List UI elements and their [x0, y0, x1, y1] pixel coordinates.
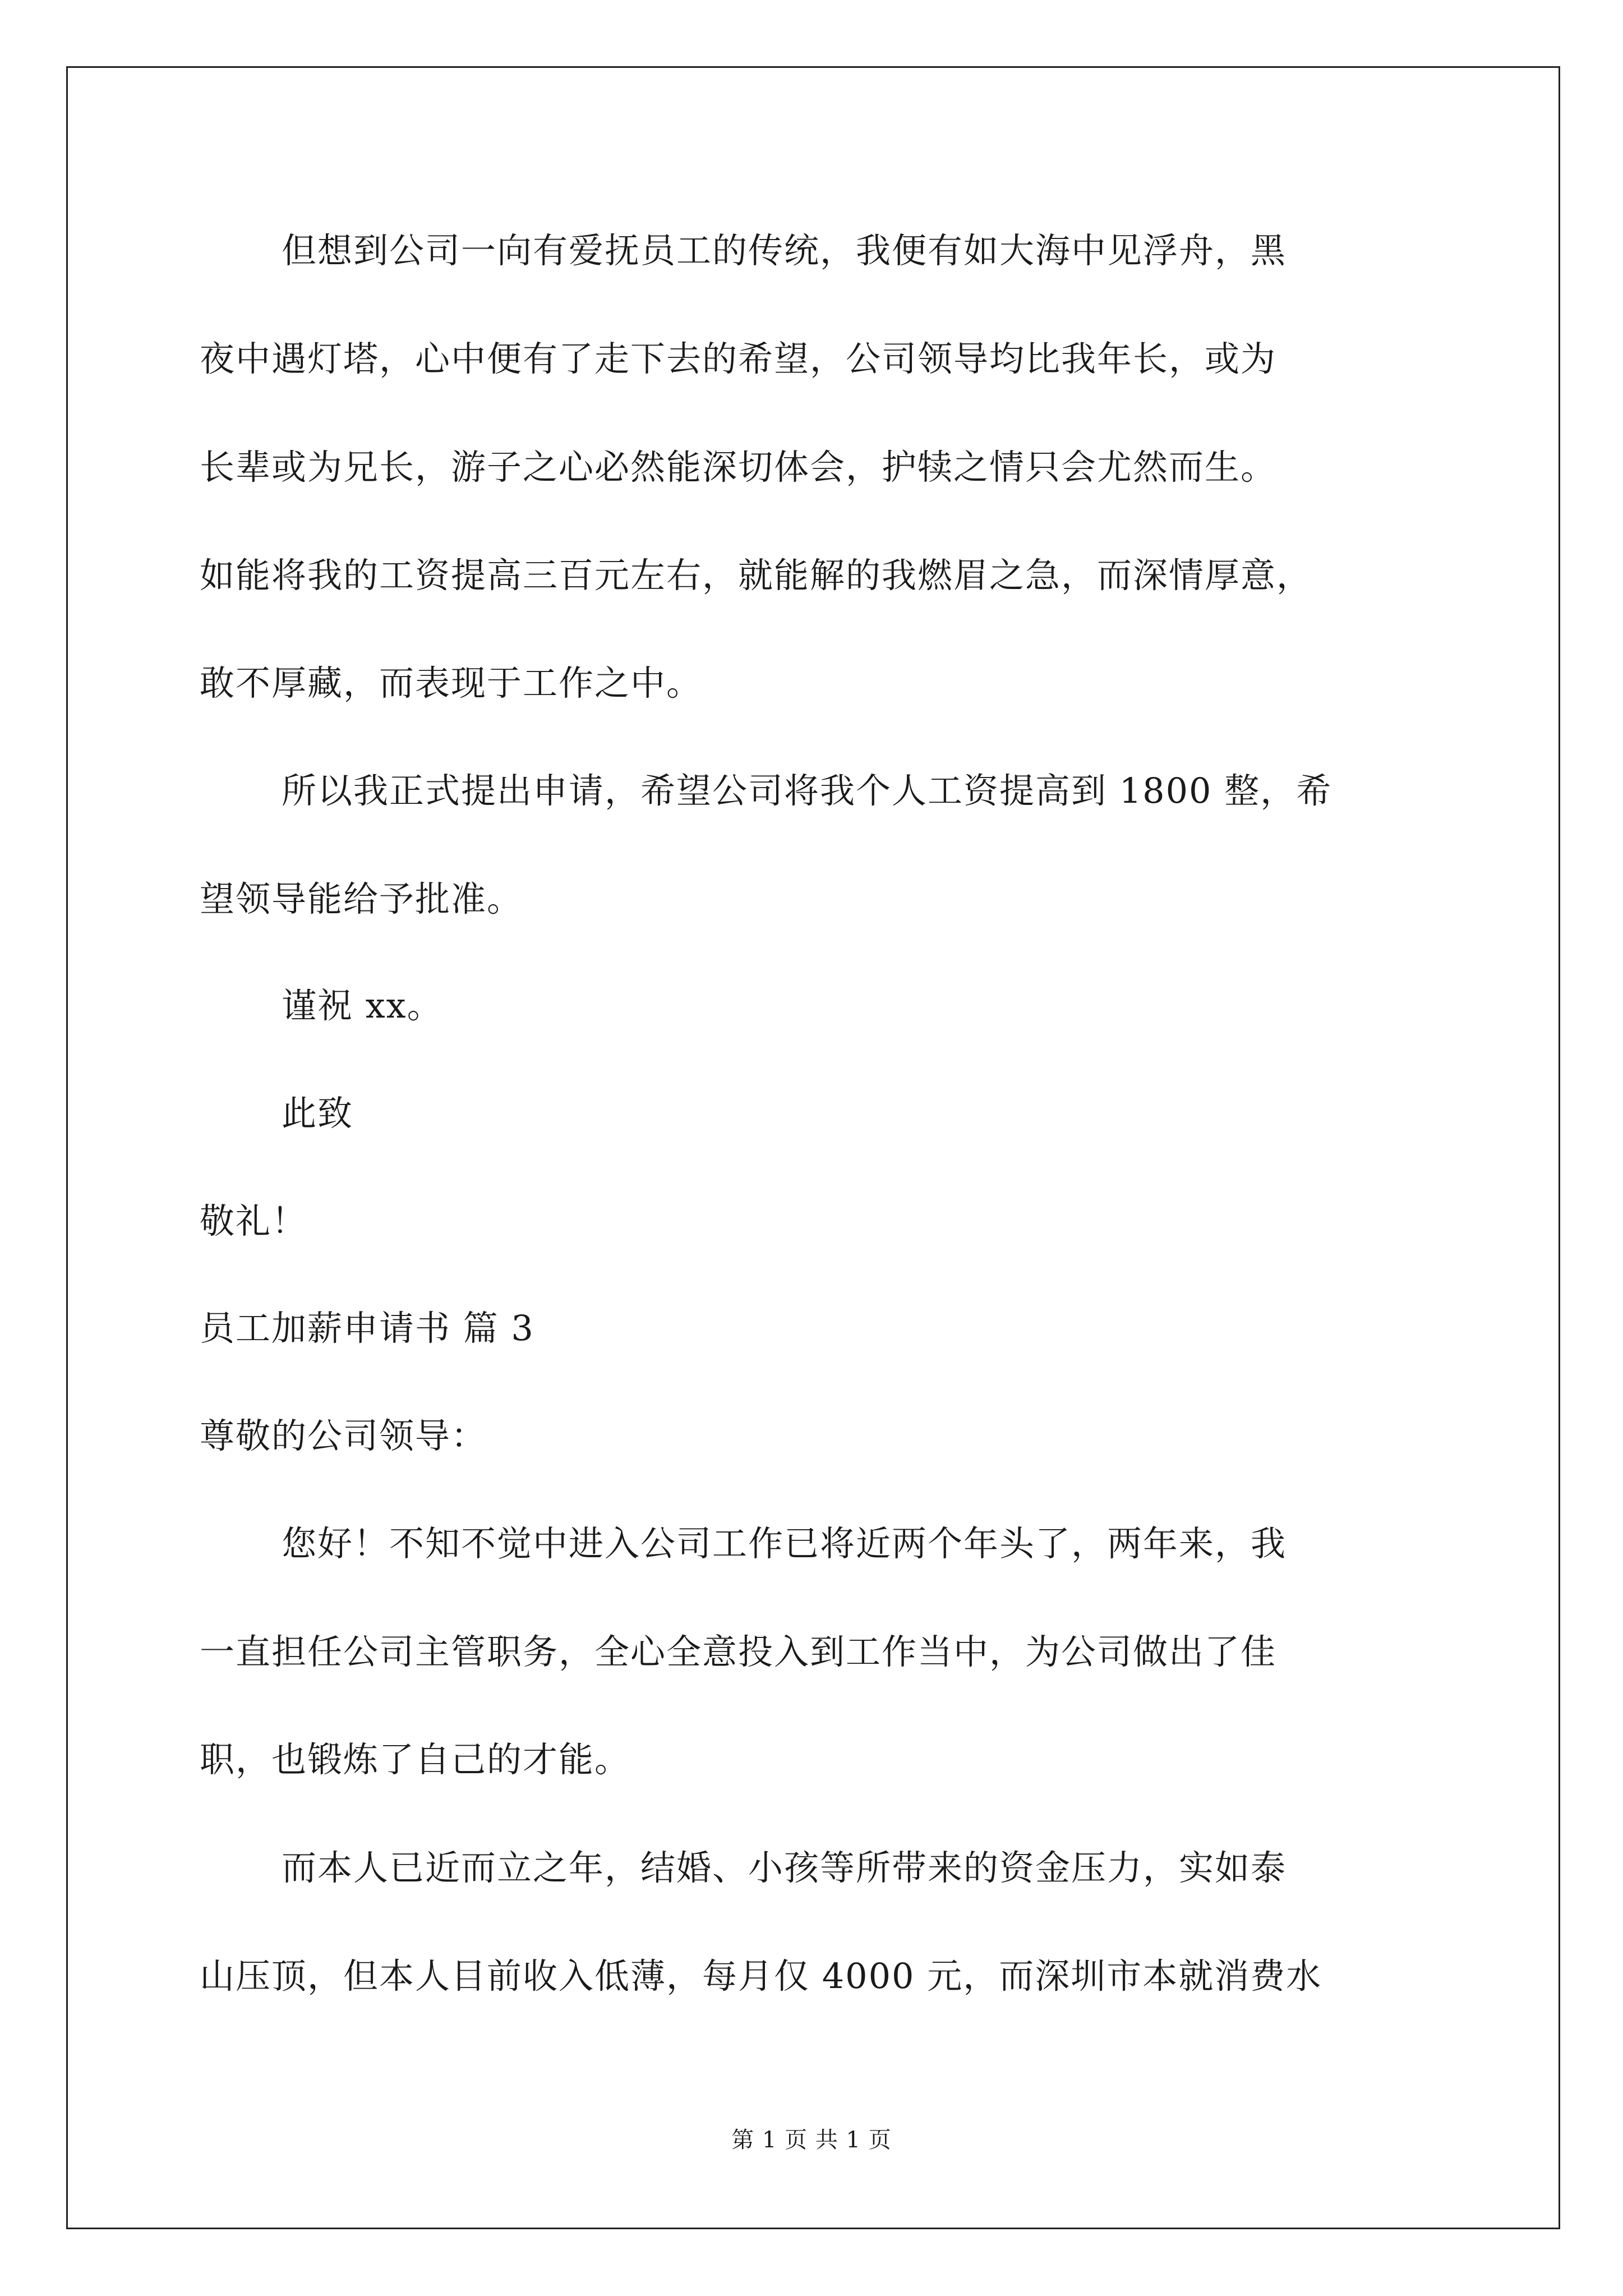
text-line-6: 所以我正式提出申请，希望公司将我个人工资提高到 1800 整，希 [282, 770, 1332, 811]
text-line-7: 望领导能给予批准。 [200, 878, 523, 919]
salutation: 尊敬的公司领导： [200, 1415, 487, 1456]
text-line-17: 山压顶，但本人目前收入低薄，每月仅 4000 元，而深圳市本就消费水 [200, 1955, 1322, 1996]
text-line-9: 此致 [282, 1093, 354, 1134]
text-line-1: 但想到公司一向有爱抚员工的传统，我便有如大海中见浮舟，黑 [282, 230, 1287, 271]
page-footer: 第 1 页 共 1 页 [731, 2127, 892, 2153]
text-line-8: 谨祝 xx。 [282, 985, 443, 1026]
text-line-14: 一直担任公司主管职务，全心全意投入到工作当中，为公司做出了佳 [200, 1631, 1277, 1672]
text-line-15: 职，也锻炼了自己的才能。 [200, 1739, 631, 1780]
text-line-3: 长辈或为兄长，游子之心必然能深切体会，护犊之情只会尤然而生。 [200, 447, 1277, 487]
text-line-4: 如能将我的工资提高三百元左右，就能解的我燃眉之急，而深情厚意， [200, 555, 1313, 596]
page-border [66, 66, 1560, 2229]
text-line-2: 夜中遇灯塔，心中便有了走下去的希望，公司领导均比我年长，或为 [200, 338, 1277, 379]
text-line-5: 敢不厚藏，而表现于工作之中。 [200, 662, 703, 703]
text-line-16: 而本人已近而立之年，结婚、小孩等所带来的资金压力，实如泰 [282, 1847, 1287, 1888]
section-heading: 员工加薪申请书 篇 3 [200, 1308, 534, 1349]
text-line-13: 您好！不知不觉中进入公司工作已将近两个年头了，两年来，我 [282, 1523, 1287, 1564]
text-line-10: 敬礼！ [200, 1200, 308, 1241]
